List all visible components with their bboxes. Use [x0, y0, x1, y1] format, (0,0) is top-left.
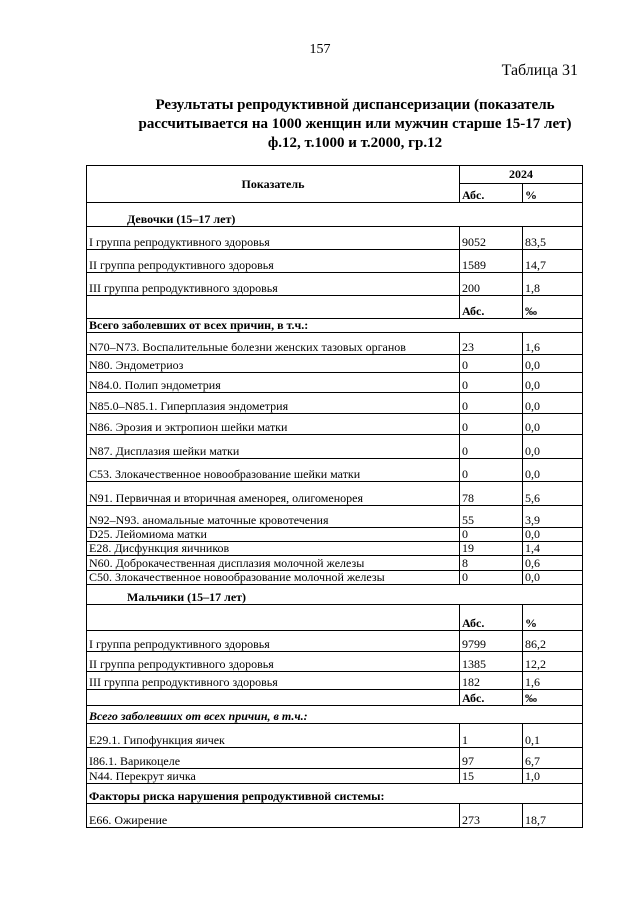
table-cell: 1385 — [460, 652, 523, 672]
table-cell: 0 — [460, 373, 523, 393]
results-table — [86, 165, 583, 828]
table-cell: 0 — [460, 435, 523, 459]
table-cell: I86.1. Варикоцеле — [87, 748, 460, 769]
table-cell: Абс. — [460, 605, 523, 631]
table-cell: N80. Эндометриоз — [87, 355, 460, 373]
table-row — [87, 571, 583, 585]
title-line: ф.12, т.1000 и т.2000, гр.12 — [267, 135, 443, 151]
table-cell: 1,6 — [523, 672, 583, 690]
table-cell: 3,9 — [523, 506, 583, 528]
table-row — [87, 506, 583, 528]
table-cell: 14,7 — [523, 250, 583, 273]
table-cell: N85.0–N85.1. Гиперплазия эндометрия — [87, 393, 460, 414]
table-cell: C53. Злокачественное новообразование шейки матки — [87, 459, 460, 482]
table-row — [87, 748, 583, 769]
table-cell: E66. Ожирение — [87, 804, 460, 828]
table-row — [87, 373, 583, 393]
indicator-header: Показатель — [87, 166, 460, 203]
table-cell: III группа репродуктивного здоровья — [87, 672, 460, 690]
table-cell: E29.1. Гипофункция яичек — [87, 724, 460, 748]
table-cell: 0 — [460, 393, 523, 414]
table-cell: 200 — [460, 273, 523, 296]
table-row — [87, 706, 583, 724]
table-cell: 0,0 — [523, 373, 583, 393]
table-cell: D25. Лейомиома матки — [87, 528, 460, 542]
table-cell: N84.0. Полип эндометрия — [87, 373, 460, 393]
table-cell: E28. Дисфункция яичников — [87, 542, 460, 556]
table-cell: N91. Первичная и вторичная аменорея, олигоменорея — [87, 482, 460, 506]
table-cell: N60. Доброкачественная дисплазия молочной железы — [87, 556, 460, 571]
table-row — [87, 631, 583, 652]
table-cell: 0,1 — [523, 724, 583, 748]
table-cell: 15 — [460, 769, 523, 784]
table-cell: 0 — [460, 528, 523, 542]
table-cell: III группа репродуктивного здоровья — [87, 273, 460, 296]
table-row — [87, 393, 583, 414]
table-cell: Абс. — [460, 690, 523, 706]
year-header: 2024 — [460, 166, 583, 184]
section-title: Мальчики (15–17 лет) — [87, 585, 583, 605]
table-row — [87, 804, 583, 828]
table-cell: 86,2 — [523, 631, 583, 652]
table-row — [87, 435, 583, 459]
table-row — [87, 459, 583, 482]
table-cell: 273 — [460, 804, 523, 828]
risk-label: Факторы риска нарушения репродуктивной системы: — [87, 784, 583, 804]
table-row — [87, 319, 583, 333]
table-cell: 0 — [460, 414, 523, 435]
table-row — [87, 556, 583, 571]
table-cell: 18,7 — [523, 804, 583, 828]
table-cell: 83,5 — [523, 227, 583, 250]
table-cell: 1,6 — [523, 333, 583, 355]
table-cell: II группа репродуктивного здоровья — [87, 652, 460, 672]
table-cell: Абс. — [460, 184, 523, 203]
table-row — [87, 227, 583, 250]
total-label: Всего заболевших от всех причин, в т.ч.: — [87, 706, 583, 724]
table-cell: 9052 — [460, 227, 523, 250]
table-cell: N92–N93. аномальные маточные кровотечения — [87, 506, 460, 528]
table-number: Таблица 31 — [501, 62, 578, 79]
table-cell: 1,4 — [523, 542, 583, 556]
total-label: Всего заболевших от всех причин, в т.ч.: — [87, 319, 583, 333]
table-row — [87, 528, 583, 542]
table-row — [87, 605, 583, 631]
table-cell: 9799 — [460, 631, 523, 652]
table-cell: N87. Дисплазия шейки матки — [87, 435, 460, 459]
table-cell: 1,8 — [523, 273, 583, 296]
table-row — [87, 203, 583, 227]
table-row — [87, 482, 583, 506]
page-number: 157 — [309, 42, 331, 57]
table-row — [87, 296, 583, 319]
table-cell: 0 — [460, 459, 523, 482]
table-cell: 19 — [460, 542, 523, 556]
table-cell: 0,0 — [523, 528, 583, 542]
table-cell: ‰ — [523, 690, 583, 706]
table-cell — [87, 296, 460, 319]
table-cell: 12,2 — [523, 652, 583, 672]
table-row — [87, 355, 583, 373]
table-cell: 6,7 — [523, 748, 583, 769]
table-cell: 8 — [460, 556, 523, 571]
table-cell: I группа репродуктивного здоровья — [87, 227, 460, 250]
table-row — [87, 690, 583, 706]
table-cell: 0 — [460, 571, 523, 585]
table-cell: 55 — [460, 506, 523, 528]
table-row — [87, 273, 583, 296]
table-row — [87, 333, 583, 355]
table-cell: % — [523, 605, 583, 631]
table-row — [87, 585, 583, 605]
table-cell: C50. Злокачественное новообразование молочной железы — [87, 571, 460, 585]
table-row — [87, 542, 583, 556]
table-cell: 0,0 — [523, 571, 583, 585]
table-cell: 0,6 — [523, 556, 583, 571]
table-row — [87, 250, 583, 273]
table-cell: 0,0 — [523, 393, 583, 414]
table-cell: Абс. — [460, 296, 523, 319]
table-cell: N44. Перекрут яичка — [87, 769, 460, 784]
table-cell: 0,0 — [523, 459, 583, 482]
table-cell: 0,0 — [523, 355, 583, 373]
table-cell: ‰ — [523, 296, 583, 319]
table-cell — [87, 690, 460, 706]
table-cell: 182 — [460, 672, 523, 690]
table-cell — [87, 605, 460, 631]
table-cell: N70–N73. Воспалительные болезни женских тазовых органов — [87, 333, 460, 355]
table-title — [90, 96, 620, 153]
table-cell: 23 — [460, 333, 523, 355]
table-row — [87, 769, 583, 784]
table-row — [87, 652, 583, 672]
table-row — [87, 784, 583, 804]
table-cell: % — [523, 184, 583, 203]
table-cell: 0,0 — [523, 435, 583, 459]
table-cell: 78 — [460, 482, 523, 506]
table-cell: 1,0 — [523, 769, 583, 784]
title-line: Результаты репродуктивной диспансеризации (показатель — [155, 97, 555, 113]
table-cell: 0,0 — [523, 414, 583, 435]
table-cell: 5,6 — [523, 482, 583, 506]
table-cell: 97 — [460, 748, 523, 769]
table-cell: I группа репродуктивного здоровья — [87, 631, 460, 652]
table-row — [87, 414, 583, 435]
title-line: рассчитывается на 1000 женщин или мужчин старше 15-17 лет) — [138, 116, 572, 132]
table-row — [87, 724, 583, 748]
table-cell: 1 — [460, 724, 523, 748]
table-cell: N86. Эрозия и эктропион шейки матки — [87, 414, 460, 435]
table-cell: 0 — [460, 355, 523, 373]
table-row — [87, 672, 583, 690]
section-title: Девочки (15–17 лет) — [87, 203, 583, 227]
table-cell: II группа репродуктивного здоровья — [87, 250, 460, 273]
table-cell: 1589 — [460, 250, 523, 273]
table-row — [87, 166, 583, 184]
